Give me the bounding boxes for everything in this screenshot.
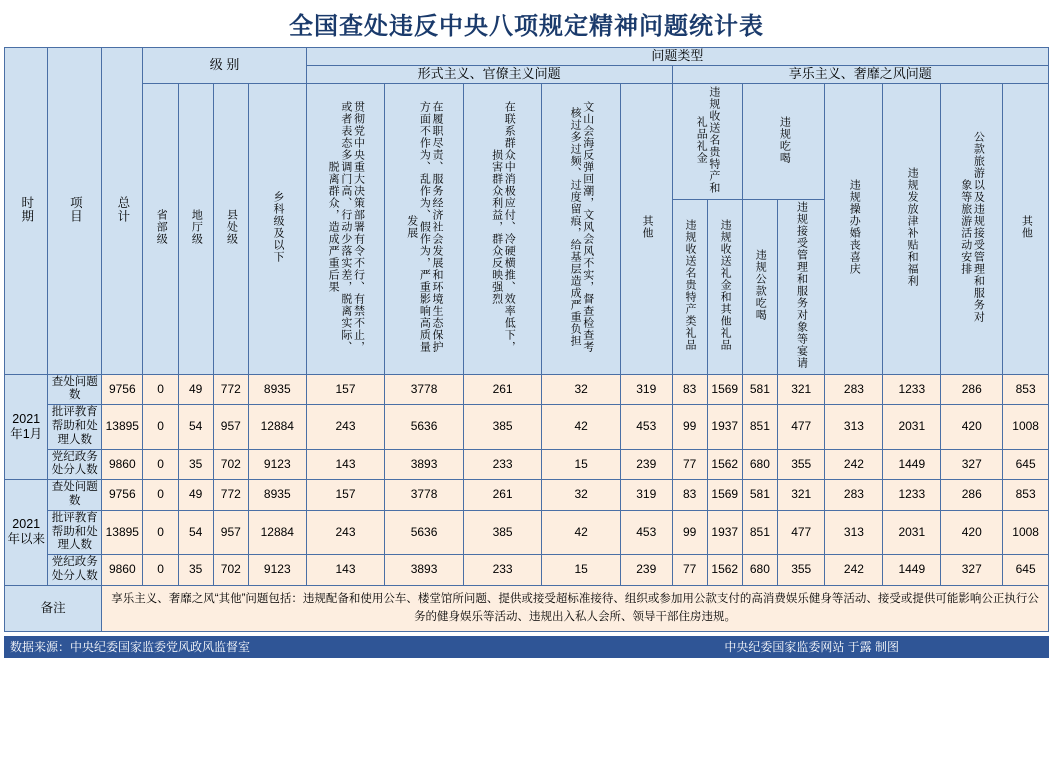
col-period: 时期 [5,48,48,375]
col-item: 项目 [48,48,102,375]
cell: 1562 [707,555,742,586]
cell: 9123 [248,555,306,586]
cell: 321 [777,374,825,405]
group-level: 级 别 [143,48,306,84]
cell: 1233 [883,374,941,405]
cell: 1008 [1003,510,1049,554]
cell: 355 [777,555,825,586]
cell: 9123 [248,449,306,480]
cell: 286 [941,480,1003,511]
note-row [5,585,1049,631]
cell: 3893 [385,449,464,480]
cell: 35 [178,449,213,480]
table-row [5,555,1049,586]
cell: 83 [672,374,707,405]
col-total: 总计 [102,48,143,375]
cell: 283 [825,374,883,405]
cell: 239 [620,449,672,480]
cell: 49 [178,374,213,405]
cell: 3893 [385,555,464,586]
cell: 8935 [248,480,306,511]
cell: 283 [825,480,883,511]
cell: 286 [941,374,1003,405]
cell: 77 [672,449,707,480]
cell: 1937 [707,405,742,449]
cell: 143 [306,449,385,480]
cell: 319 [620,480,672,511]
item-label: 查处问题数 [48,374,102,405]
item-label: 查处问题数 [48,480,102,511]
cell: 0 [143,555,178,586]
cell: 242 [825,555,883,586]
cell: 702 [213,555,248,586]
group-problem-type: 问题类型 [306,48,1048,66]
cell: 143 [306,555,385,586]
cell: 957 [213,405,248,449]
cell: 9756 [102,374,143,405]
period-label: 2021年以来 [5,480,48,586]
cell: 35 [178,555,213,586]
cell: 261 [463,374,542,405]
cell: 3778 [385,480,464,511]
cell: 15 [542,449,621,480]
cell: 772 [213,374,248,405]
cell: 1449 [883,449,941,480]
col-hedonism-travel: 公款旅游以及违规接受管理和服务对象等旅游活动安排 [941,83,1003,374]
cell: 1569 [707,480,742,511]
col-level-provincial: 省部级 [143,83,178,374]
cell: 680 [742,555,777,586]
cell: 242 [825,449,883,480]
col-level-township: 乡科级及以下 [248,83,306,374]
cell: 645 [1003,449,1049,480]
cell: 453 [620,405,672,449]
cell: 645 [1003,555,1049,586]
cell: 680 [742,449,777,480]
cell: 477 [777,510,825,554]
cell: 851 [742,405,777,449]
cell: 2031 [883,510,941,554]
col-hedonism-weddings: 违规操办婚丧喜庆 [825,83,883,374]
cell: 420 [941,510,1003,554]
cell: 0 [143,374,178,405]
statistics-table [4,47,1049,632]
cell: 12884 [248,405,306,449]
cell: 42 [542,510,621,554]
cell: 5636 [385,510,464,554]
table-row [5,374,1049,405]
col-hedonism-other: 其他 [1003,83,1049,374]
note-label: 备注 [5,585,102,631]
cell: 239 [620,555,672,586]
cell: 0 [143,510,178,554]
cell: 8935 [248,374,306,405]
cell: 49 [178,480,213,511]
cell: 15 [542,555,621,586]
cell: 853 [1003,480,1049,511]
cell: 99 [672,510,707,554]
data-source: 数据来源：中央纪委国家监委党风政风监督室 [10,640,251,655]
cell: 13895 [102,510,143,554]
col-formalism-3: 在联系群众中消极应付、冷硬横推、效率低下，损害群众利益，群众反映强烈 [463,83,542,374]
footer-bar [4,636,1049,658]
cell: 321 [777,480,825,511]
cell: 313 [825,510,883,554]
item-label: 党纪政务处分人数 [48,449,102,480]
cell: 1937 [707,510,742,554]
cell: 853 [1003,374,1049,405]
cell: 243 [306,510,385,554]
cell: 0 [143,449,178,480]
col-hedonism-dining: 违规吃喝 [742,83,825,199]
cell: 313 [825,405,883,449]
cell: 385 [463,510,542,554]
cell: 1562 [707,449,742,480]
item-label: 批评教育帮助和处理人数 [48,405,102,449]
col-dining-banquets: 违规接受管理和服务对象等宴请 [777,200,825,374]
cell: 581 [742,480,777,511]
cell: 327 [941,449,1003,480]
cell: 2031 [883,405,941,449]
cell: 13895 [102,405,143,449]
cell: 772 [213,480,248,511]
col-formalism-4: 文山会海反弹回潮，文风会风不实，督查检查考核过多过频、过度留痕，给基层造成严重负担 [542,83,621,374]
cell: 261 [463,480,542,511]
table-row [5,480,1049,511]
cell: 243 [306,405,385,449]
item-label: 批评教育帮助和处理人数 [48,510,102,554]
cell: 54 [178,510,213,554]
cell: 420 [941,405,1003,449]
cell: 77 [672,555,707,586]
cell: 157 [306,374,385,405]
cell: 702 [213,449,248,480]
cell: 9860 [102,555,143,586]
col-dining-public-funds: 违规公款吃喝 [742,200,777,374]
col-gift-specialty: 违规收送名贵特产类礼品 [672,200,707,374]
cell: 32 [542,480,621,511]
cell: 32 [542,374,621,405]
cell: 1233 [883,480,941,511]
cell: 453 [620,510,672,554]
col-level-prefecture: 地厅级 [178,83,213,374]
header-row-1 [5,48,1049,66]
col-hedonism-gifts: 违规收送名贵特产和礼品礼金 [672,83,742,199]
period-label: 2021年1月 [5,374,48,480]
item-label: 党纪政务处分人数 [48,555,102,586]
cell: 3778 [385,374,464,405]
cell: 0 [143,480,178,511]
cell: 157 [306,480,385,511]
cell: 12884 [248,510,306,554]
cell: 957 [213,510,248,554]
col-formalism-2: 在履职尽责、服务经济社会发展和环境生态保护方面不作为、乱作为、假作为，严重影响高质量发展 [385,83,464,374]
cell: 1008 [1003,405,1049,449]
cell: 5636 [385,405,464,449]
col-formalism-1: 贯彻党中央重大决策部署有令不行、有禁不止，或者表态多调门高、行动少落实差，脱离实际、脱离群众，造成严重后果 [306,83,385,374]
cell: 83 [672,480,707,511]
cell: 327 [941,555,1003,586]
credit: 中央纪委国家监委网站 于露 制图 [724,640,899,655]
table-row [5,449,1049,480]
cell: 581 [742,374,777,405]
cell: 851 [742,510,777,554]
page-title: 全国查处违反中央八项规定精神问题统计表 [289,13,764,40]
group-hedonism: 享乐主义、奢靡之风问题 [672,65,1048,83]
cell: 319 [620,374,672,405]
cell: 233 [463,449,542,480]
col-hedonism-allowances: 违规发放津补贴和福利 [883,83,941,374]
note-text: 享乐主义、奢靡之风“其他”问题包括：违规配备和使用公车、楼堂馆所问题、提供或接受超标准接待、组织或参加用公款支付的高消费娱乐健身等活动、接受或提供可能影响公正执行公务的健身娱乐等活动、违规出入私人会所、领导干部住房违规。 [102,585,1049,631]
cell: 0 [143,405,178,449]
cell: 54 [178,405,213,449]
cell: 9756 [102,480,143,511]
table-row [5,510,1049,554]
col-level-county: 县处级 [213,83,248,374]
cell: 9860 [102,449,143,480]
cell: 233 [463,555,542,586]
cell: 477 [777,405,825,449]
cell: 99 [672,405,707,449]
col-formalism-other: 其他 [620,83,672,374]
cell: 42 [542,405,621,449]
table-row [5,405,1049,449]
cell: 385 [463,405,542,449]
cell: 355 [777,449,825,480]
cell: 1449 [883,555,941,586]
cell: 1569 [707,374,742,405]
col-gift-cash: 违规收送礼金和其他礼品 [707,200,742,374]
header-row-3 [5,83,1049,199]
group-formalism: 形式主义、官僚主义问题 [306,65,672,83]
